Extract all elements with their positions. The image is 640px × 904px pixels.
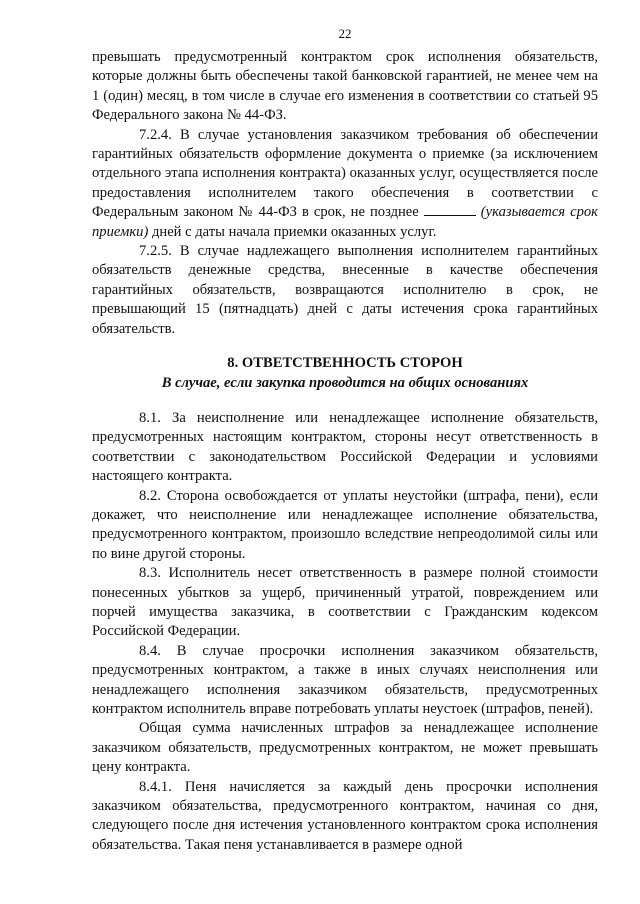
paragraph-8-4-total: Общая сумма начисленных штрафов за ненадлежащее исполнение заказчиком обязательств, предусмотренных контрактом, не может превышать цену контракта. [92, 720, 598, 776]
paragraph-continuation: превышать предусмотренный контрактом срок исполнения обязательств, которые должны быть обеспечены такой банковской гарантией, не менее чем на 1 (один) месяц, в том числе в случае его изменения в соответствии со статьей 95 Федерального закона № 44-ФЗ. [92, 49, 598, 124]
paragraph-7-2-4-tail: дней с даты начала приемки оказанных услуг. [148, 223, 437, 240]
paragraph-8-2: 8.2. Сторона освобождается от уплаты неустойки (штрафа, пени), если докажет, что неисполнение или ненадлежащее исполнение обязательства, предусмотренного контрактом, произошло вследствие непреодолимой силы или по вине другой стороны. [92, 487, 598, 562]
document-body [92, 48, 598, 855]
section-title: 8. ОТВЕТСТВЕННОСТЬ СТОРОН [227, 355, 463, 372]
paragraph-7-2-5: 7.2.5. В случае надлежащего выполнения исполнителем гарантийных обязательств денежные средства, внесенные в качестве обеспечения гарантийных обязательств, возвращаются исполнителю в срок, не превышающий 15 (пятнадцать) дней с даты истечения срока гарантийных обязательств. [92, 243, 598, 337]
paragraph-7-2-4-note: (указывается срок приемки) [92, 204, 598, 240]
fill-in-blank-line [424, 203, 476, 216]
paragraph-7-2-4-text: 7.2.4. В случае установления заказчиком требования об обеспечении гарантийных обязательств оформление документа о приемке (за исключением отдельного этапа исполнения контракта) оказанных услуг, осуществляется после предоставления исполнителем такого обеспечения в соответствии с Федеральным законом № 44-ФЗ в срок, не позднее [92, 126, 598, 221]
paragraph-8-3: 8.3. Исполнитель несет ответственность в размере полной стоимости понесенных убытков за ущерб, причиненный утратой, повреждением или порчей имущества заказчика, в соответствии с Гражданским кодексом Российской Федерации. [92, 565, 598, 640]
paragraph-8-4: 8.4. В случае просрочки исполнения заказчиком обязательств, предусмотренных контрактом, а также в иных случаях неисполнения или ненадлежащего исполнения заказчиком обязательств, предусмотренных контрактом исполнитель вправе потребовать уплаты неустоек (штрафов, пеней). [92, 642, 598, 717]
paragraph-7-2-4 [92, 126, 598, 242]
paragraph-8-4-1: 8.4.1. Пеня начисляется за каждый день просрочки исполнения заказчиком обязательства, предусмотренного контрактом, начиная со дня, следующего после дня истечения установленного контрактом срока исполнения обязательства. Такая пеня устанавливается в размере одной [92, 778, 598, 853]
page-number: 22 [338, 26, 352, 41]
paragraph-8-1: 8.1. За неисполнение или ненадлежащее исполнение обязательств, предусмотренных настоящим контрактом, стороны несут ответственность в соответствии с законодательством Российской Федерации и условиями настоящего контракта. [92, 409, 598, 485]
section-subtitle: В случае, если закупка проводится на общих основаниях [161, 374, 529, 391]
